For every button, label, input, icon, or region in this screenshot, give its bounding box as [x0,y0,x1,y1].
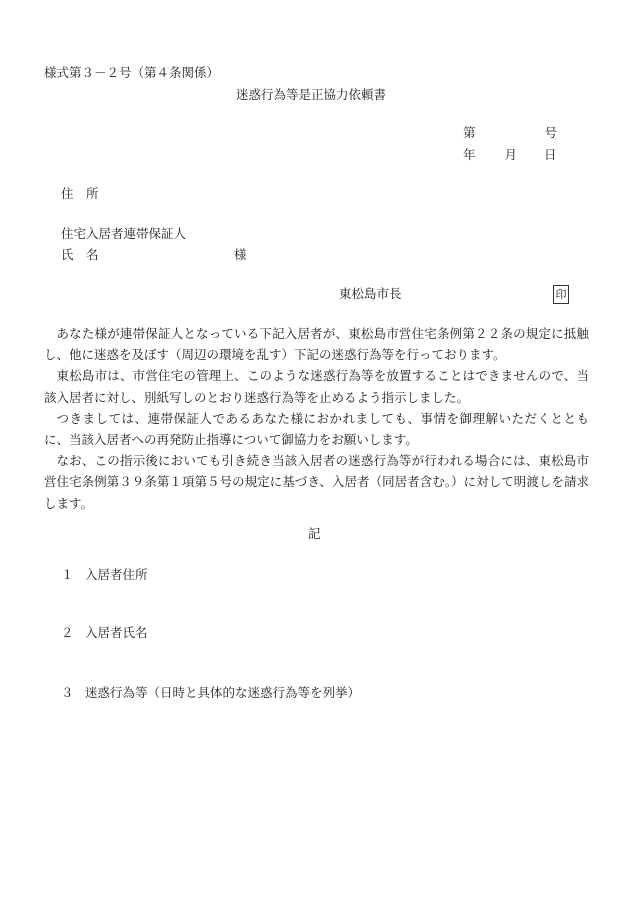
notes-heading: 記 [308,526,321,541]
body-paragraph: つきましては、連帯保証人であるあなた様におかれましても、事情を御理解いただくとともに、当該入居者への再発防止指導について御協力をお願いします。 [44,410,589,448]
note-item-label: 迷惑行為等（日時と具体的な迷惑行為等を列挙） [85,685,361,700]
body-paragraph: なお、この指示後においても引き続き当該入居者の迷惑行為等が行われる場合には、東松島市営住宅条例第３９条第１項第５号の規定に基づき、入居者（同居者含む。）に対して明渡しを請求します。 [44,453,589,511]
year-label: 年 [463,147,476,162]
month-label: 月 [504,147,518,162]
guarantor-label: 住宅入居者連帯保証人 [61,226,187,241]
note-item [61,687,360,700]
honorific: 様 [234,247,247,262]
document-title: 迷惑行為等是正協力依頼書 [236,87,387,102]
number-prefix: 第 [463,125,476,140]
body-paragraph: 東松島市は、市営住宅の管理上、このような迷惑行為等を放置することはできませんので、当該入居者に対し、別紙写しのとおり迷惑行為等を止めるよう指示しました。 [44,368,589,405]
note-item-number: ３ [61,685,74,700]
note-item-label: 入居者氏名 [85,625,148,640]
note-item-number: ２ [61,625,74,640]
note-item-label: 入居者住所 [85,567,148,582]
body-text [44,323,589,514]
seal-stamp: 印 [553,285,569,304]
day-label: 日 [544,147,557,162]
note-item-number: １ [61,567,74,582]
body-paragraph: あなた様が連帯保証人となっている下記入居者が、東松島市営住宅条例第２２条の規定に抵触し、他に迷惑を及ぼす（周辺の環境を乱す）下記の迷惑行為等を行っております。 [44,326,589,363]
form-number: 様式第３－２号（第４条関係） [44,65,220,80]
date-line [463,149,557,162]
sender-mayor: 東松島市長 [339,286,402,301]
note-item [61,627,148,640]
document-number-line [463,127,557,140]
note-item [61,569,148,582]
address-label: 住 所 [61,186,99,201]
number-suffix: 号 [544,125,558,140]
name-label: 氏 名 [61,247,99,262]
